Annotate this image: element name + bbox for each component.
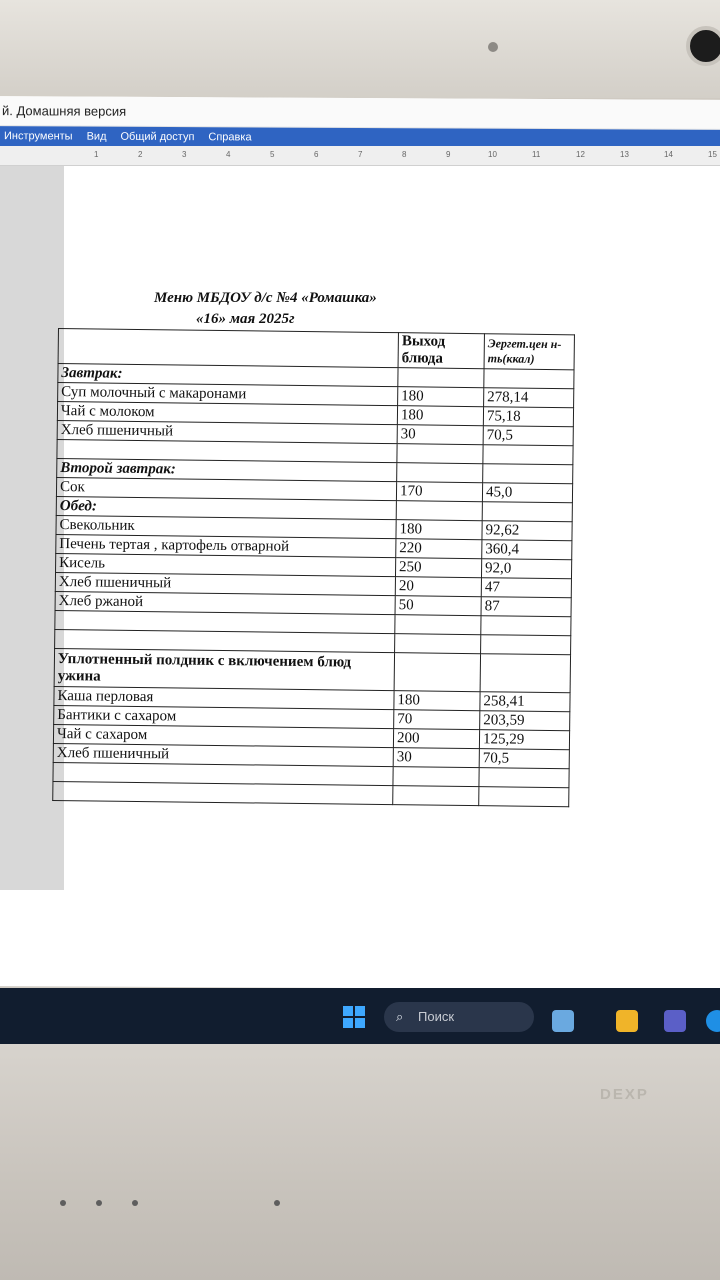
output-cell[interactable] (396, 501, 482, 521)
menu-title: Меню МБДОУ д/с №4 «Ромашка» (154, 290, 377, 306)
energy-cell[interactable]: 258,41 (480, 692, 570, 712)
output-cell[interactable] (394, 653, 480, 692)
menu-table[interactable] (52, 328, 575, 807)
output-cell[interactable]: 180 (398, 387, 484, 407)
energy-cell[interactable] (479, 768, 569, 788)
dish-cell[interactable]: Хлеб пшеничный (53, 743, 393, 766)
taskbar-search[interactable] (384, 1002, 534, 1032)
camera-lens (686, 26, 720, 66)
energy-cell[interactable]: 47 (481, 578, 571, 598)
energy-cell[interactable]: 278,14 (484, 388, 574, 408)
energy-cell[interactable]: 203,59 (480, 711, 570, 731)
ruler-mark: 2 (138, 150, 143, 159)
dish-cell[interactable]: Завтрак: (58, 364, 398, 387)
energy-cell[interactable]: 87 (481, 597, 571, 617)
ruler-mark: 6 (314, 150, 319, 159)
table-row (54, 648, 570, 692)
battery-led (96, 1200, 102, 1206)
energy-cell[interactable]: 92,62 (482, 521, 572, 541)
ruler-mark: 3 (182, 150, 187, 159)
widgets-icon[interactable] (552, 1010, 574, 1032)
output-cell[interactable]: 70 (394, 710, 480, 730)
output-cell[interactable]: 170 (396, 482, 482, 502)
energy-cell[interactable] (484, 369, 574, 389)
output-cell[interactable]: 50 (395, 596, 481, 616)
mic-led (274, 1200, 280, 1206)
ruler-mark: 8 (402, 150, 407, 159)
dish-cell[interactable]: Хлеб пшеничный (55, 572, 395, 595)
ruler-mark: 4 (226, 150, 231, 159)
energy-cell[interactable] (482, 502, 572, 522)
output-cell[interactable] (393, 786, 479, 806)
menu-share[interactable]: Общий доступ (120, 130, 195, 144)
horizontal-ruler[interactable] (0, 146, 720, 166)
energy-cell[interactable]: 70,5 (479, 749, 569, 769)
ruler-mark: 14 (664, 150, 673, 159)
energy-cell[interactable] (483, 445, 573, 465)
dish-cell[interactable]: Печень тертая , картофель отварной (56, 534, 396, 557)
energy-cell[interactable] (483, 464, 573, 484)
dish-cell[interactable]: Второй завтрак: (57, 458, 397, 481)
output-cell[interactable] (393, 767, 479, 787)
webcam-indicator (488, 42, 498, 52)
output-cell[interactable]: 180 (394, 691, 480, 711)
energy-cell[interactable]: 92,0 (481, 559, 571, 579)
dish-cell[interactable]: Сок (56, 477, 396, 500)
ruler-mark: 9 (446, 150, 451, 159)
output-cell[interactable] (397, 444, 483, 464)
disk-led (132, 1200, 138, 1206)
power-led (60, 1200, 66, 1206)
output-cell[interactable] (397, 463, 483, 483)
header-energy[interactable]: Эергет.цен н-ть(ккал) (484, 334, 574, 370)
dish-cell[interactable]: Суп молочный с макаронами (58, 383, 398, 406)
dish-cell[interactable]: Кисель (56, 553, 396, 576)
laptop-bezel-top (0, 0, 720, 98)
teams-icon[interactable] (664, 1010, 686, 1032)
ruler-mark: 1 (94, 150, 99, 159)
energy-cell[interactable] (481, 635, 571, 655)
window-title: й. Домашняя версия (0, 96, 720, 130)
dish-cell[interactable]: Свекольник (56, 515, 396, 538)
energy-cell[interactable]: 75,18 (483, 407, 573, 427)
dish-cell[interactable]: Уплотненный полдник с включением блюд ужина (54, 648, 394, 690)
energy-cell[interactable] (480, 654, 570, 693)
laptop-brand: DEXP (600, 1086, 649, 1103)
dish-cell[interactable]: Чай с молоком (57, 402, 397, 425)
output-cell[interactable]: 180 (396, 520, 482, 540)
menu-view[interactable]: Вид (86, 130, 107, 143)
energy-cell[interactable]: 360,4 (482, 540, 572, 560)
dish-cell[interactable]: Хлеб пшеничный (57, 420, 397, 443)
energy-cell[interactable] (479, 787, 569, 807)
energy-cell[interactable]: 70,5 (483, 426, 573, 446)
dish-cell[interactable]: Обед: (56, 496, 396, 519)
file-explorer-icon[interactable] (616, 1010, 638, 1032)
output-cell[interactable]: 200 (393, 729, 479, 749)
menu-help[interactable]: Справка (208, 131, 252, 144)
output-cell[interactable] (395, 615, 481, 635)
energy-cell[interactable]: 125,29 (479, 730, 569, 750)
ruler-mark: 10 (488, 150, 497, 159)
ruler-mark: 5 (270, 150, 275, 159)
menu-tools[interactable]: Инструменты (4, 130, 73, 143)
dish-cell[interactable]: Чай с сахаром (53, 724, 393, 747)
dish-cell[interactable]: Хлеб ржаной (55, 591, 395, 614)
laptop-chassis (0, 1044, 720, 1280)
output-cell[interactable]: 20 (395, 577, 481, 597)
windows-start-icon[interactable] (343, 1006, 365, 1028)
output-cell[interactable] (395, 634, 481, 654)
search-icon: ⌕ (396, 1009, 404, 1024)
ruler-mark: 15 (708, 150, 717, 159)
energy-cell[interactable] (481, 616, 571, 636)
output-cell[interactable]: 180 (397, 406, 483, 426)
menu-date: «16» мая 2025г (196, 311, 295, 327)
energy-cell[interactable]: 45,0 (482, 483, 572, 503)
output-cell[interactable] (398, 368, 484, 388)
dish-cell[interactable] (53, 781, 393, 804)
output-cell[interactable]: 30 (393, 748, 479, 768)
dish-cell[interactable]: Каша перловая (54, 686, 394, 709)
output-cell[interactable]: 30 (397, 425, 483, 445)
header-output[interactable]: Выход блюда (398, 333, 484, 369)
output-cell[interactable]: 220 (396, 539, 482, 559)
output-cell[interactable]: 250 (395, 558, 481, 578)
search-label: Поиск (418, 1009, 455, 1024)
ruler-mark: 7 (358, 150, 363, 159)
ruler-mark: 13 (620, 150, 629, 159)
ruler-mark: 11 (532, 150, 541, 159)
ruler-mark: 12 (576, 150, 585, 159)
header-dish[interactable] (58, 329, 398, 368)
dish-cell[interactable]: Бантики с сахаром (54, 705, 394, 728)
